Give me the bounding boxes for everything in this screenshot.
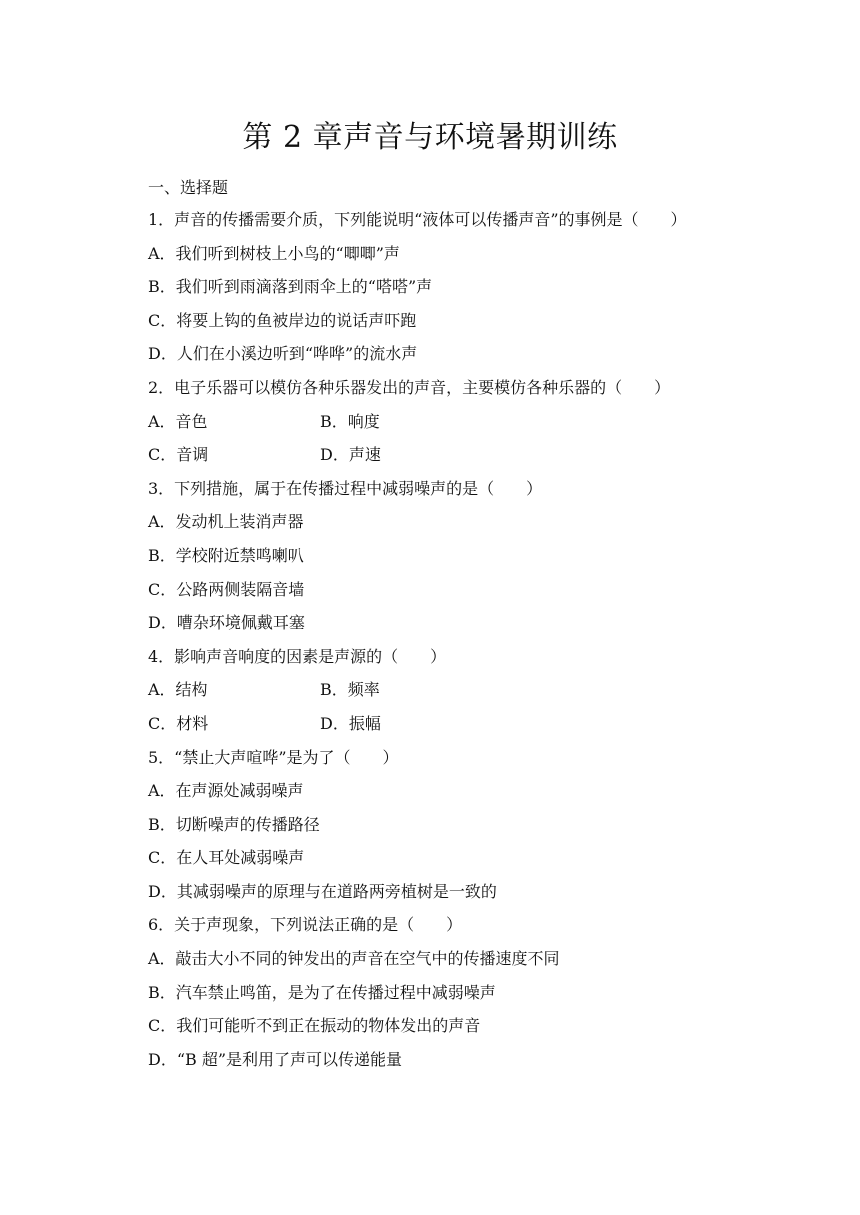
question-3-option-a: A．发动机上装消声器 — [148, 512, 304, 532]
question-2-option-b: B．响度 — [320, 411, 380, 431]
question-6-option-a: A．敲击大小不同的钟发出的声音在空气中的传播速度不同 — [148, 949, 560, 969]
question-5-stem: 5．“禁止大声喧哗”是为了（ ） — [148, 747, 399, 767]
question-5-option-c: C．在人耳处减弱噪声 — [148, 848, 305, 868]
question-4-option-row — [148, 678, 788, 712]
question-1-stem: 1．声音的传播需要介质，下列能说明“液体可以传播声音”的事例是（ ） — [148, 210, 687, 229]
question-6-option-b: B．汽车禁止鸣笛，是为了在传播过程中减弱噪声 — [148, 982, 496, 1002]
question-1-option-c: C．将要上钩的鱼被岸边的说话声吓跑 — [148, 310, 417, 330]
question-1-option-b: B．我们听到雨滴落到雨伞上的“嗒嗒”声 — [148, 277, 433, 297]
question-4-stem: 4．影响声音响度的因素是声源的（ ） — [148, 646, 447, 666]
question-2-option-row — [148, 443, 788, 477]
question-4-option-row — [148, 712, 788, 746]
question-2-option-a: A．音色 — [148, 411, 208, 431]
question-list — [148, 208, 788, 1081]
question-3-stem: 3．下列措施，属于在传播过程中减弱噪声的是（ ） — [148, 478, 543, 498]
question-5-option-b: B．切断噪声的传播路径 — [148, 814, 320, 834]
question-1-option-a: A．我们听到树枝上小鸟的“唧唧”声 — [148, 243, 400, 263]
question-2-option-d: D．声速 — [320, 445, 381, 465]
question-6-option-c: C．我们可能听不到正在振动的物体发出的声音 — [148, 1016, 481, 1036]
question-3-option-d: D．嘈杂环境佩戴耳塞 — [148, 613, 305, 633]
question-4-option-b: B．频率 — [320, 680, 380, 700]
document-title: 第 2 章声音与环境暑期训练 — [242, 120, 618, 155]
question-1-option-d: D．人们在小溪边听到“哗哗”的流水声 — [148, 344, 418, 364]
section-heading: 一、选择题 — [148, 178, 229, 197]
question-3-option-c: C．公路两侧装隔音墙 — [148, 579, 305, 599]
question-2-stem: 2．电子乐器可以模仿各种乐器发出的声音，主要模仿各种乐器的（ ） — [148, 377, 671, 397]
question-4-option-d: D．振幅 — [320, 713, 381, 733]
question-2-option-row — [148, 410, 788, 444]
question-4-option-c: C．材料 — [148, 713, 209, 733]
question-5-option-d: D．其减弱噪声的原理与在道路两旁植树是一致的 — [148, 881, 497, 901]
question-2-option-c: C．音调 — [148, 445, 209, 465]
question-6-option-d: D．“B 超”是利用了声可以传递能量 — [148, 1049, 403, 1069]
question-4-option-a: A．结构 — [148, 680, 208, 700]
question-6-stem: 6．关于声现象，下列说法正确的是（ ） — [148, 915, 463, 935]
question-5-option-a: A．在声源处减弱噪声 — [148, 781, 304, 801]
question-3-option-b: B．学校附近禁鸣喇叭 — [148, 545, 304, 565]
